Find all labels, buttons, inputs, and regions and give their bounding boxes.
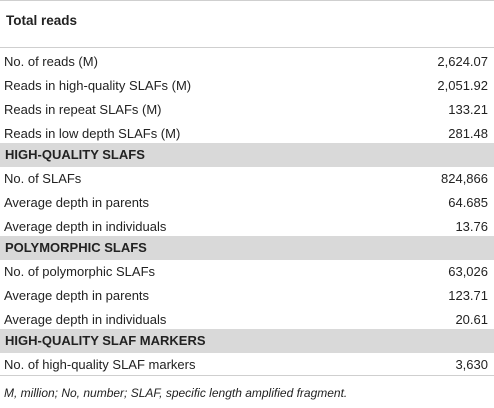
- row-label: No. of SLAFs: [4, 171, 82, 186]
- table-row: [0, 98, 494, 122]
- row-value: 123.71: [448, 288, 488, 303]
- table-header: [0, 0, 494, 48]
- section-header-polymorphic: [0, 236, 494, 260]
- table-row: [0, 260, 494, 284]
- row-value: 281.48: [448, 126, 488, 141]
- table-row: [0, 284, 494, 308]
- row-value: 20.61: [455, 312, 488, 327]
- table-row: [0, 167, 494, 191]
- row-value: 13.76: [455, 219, 488, 234]
- row-value: 63,026: [448, 264, 488, 279]
- section-header-markers: [0, 329, 494, 353]
- table-header-label: Total reads: [6, 13, 78, 28]
- row-label: Reads in low depth SLAFs (M): [4, 126, 181, 141]
- row-label: No. of reads (M): [4, 54, 98, 69]
- section-header-high-quality: [0, 143, 494, 167]
- row-label: Reads in repeat SLAFs (M): [4, 102, 162, 117]
- row-value: 2,051.92: [437, 78, 488, 93]
- table-row: [0, 74, 494, 98]
- row-label: Reads in high-quality SLAFs (M): [4, 78, 192, 93]
- row-value: 64.685: [448, 195, 488, 210]
- table-footnote: M, million; No, number; SLAF, specific length amplified fragment.: [4, 386, 348, 400]
- row-label: Average depth in individuals: [4, 219, 167, 234]
- row-value: 133.21: [448, 102, 488, 117]
- row-label: Average depth in parents: [4, 288, 150, 303]
- section-label: HIGH-QUALITY SLAFS: [5, 147, 145, 162]
- section-label: POLYMORPHIC SLAFS: [5, 240, 147, 255]
- table-row: [0, 191, 494, 215]
- row-label: Average depth in parents: [4, 195, 150, 210]
- row-label: No. of high-quality SLAF markers: [4, 357, 196, 372]
- row-value: 2,624.07: [437, 54, 488, 69]
- table-row: [0, 353, 494, 377]
- table-bottom-rule: [0, 375, 494, 376]
- row-label: No. of polymorphic SLAFs: [4, 264, 156, 279]
- row-label: Average depth in individuals: [4, 312, 167, 327]
- row-value: 3,630: [455, 357, 488, 372]
- section-label: HIGH-QUALITY SLAF MARKERS: [5, 333, 206, 348]
- row-value: 824,866: [441, 171, 488, 186]
- table-row: [0, 50, 494, 74]
